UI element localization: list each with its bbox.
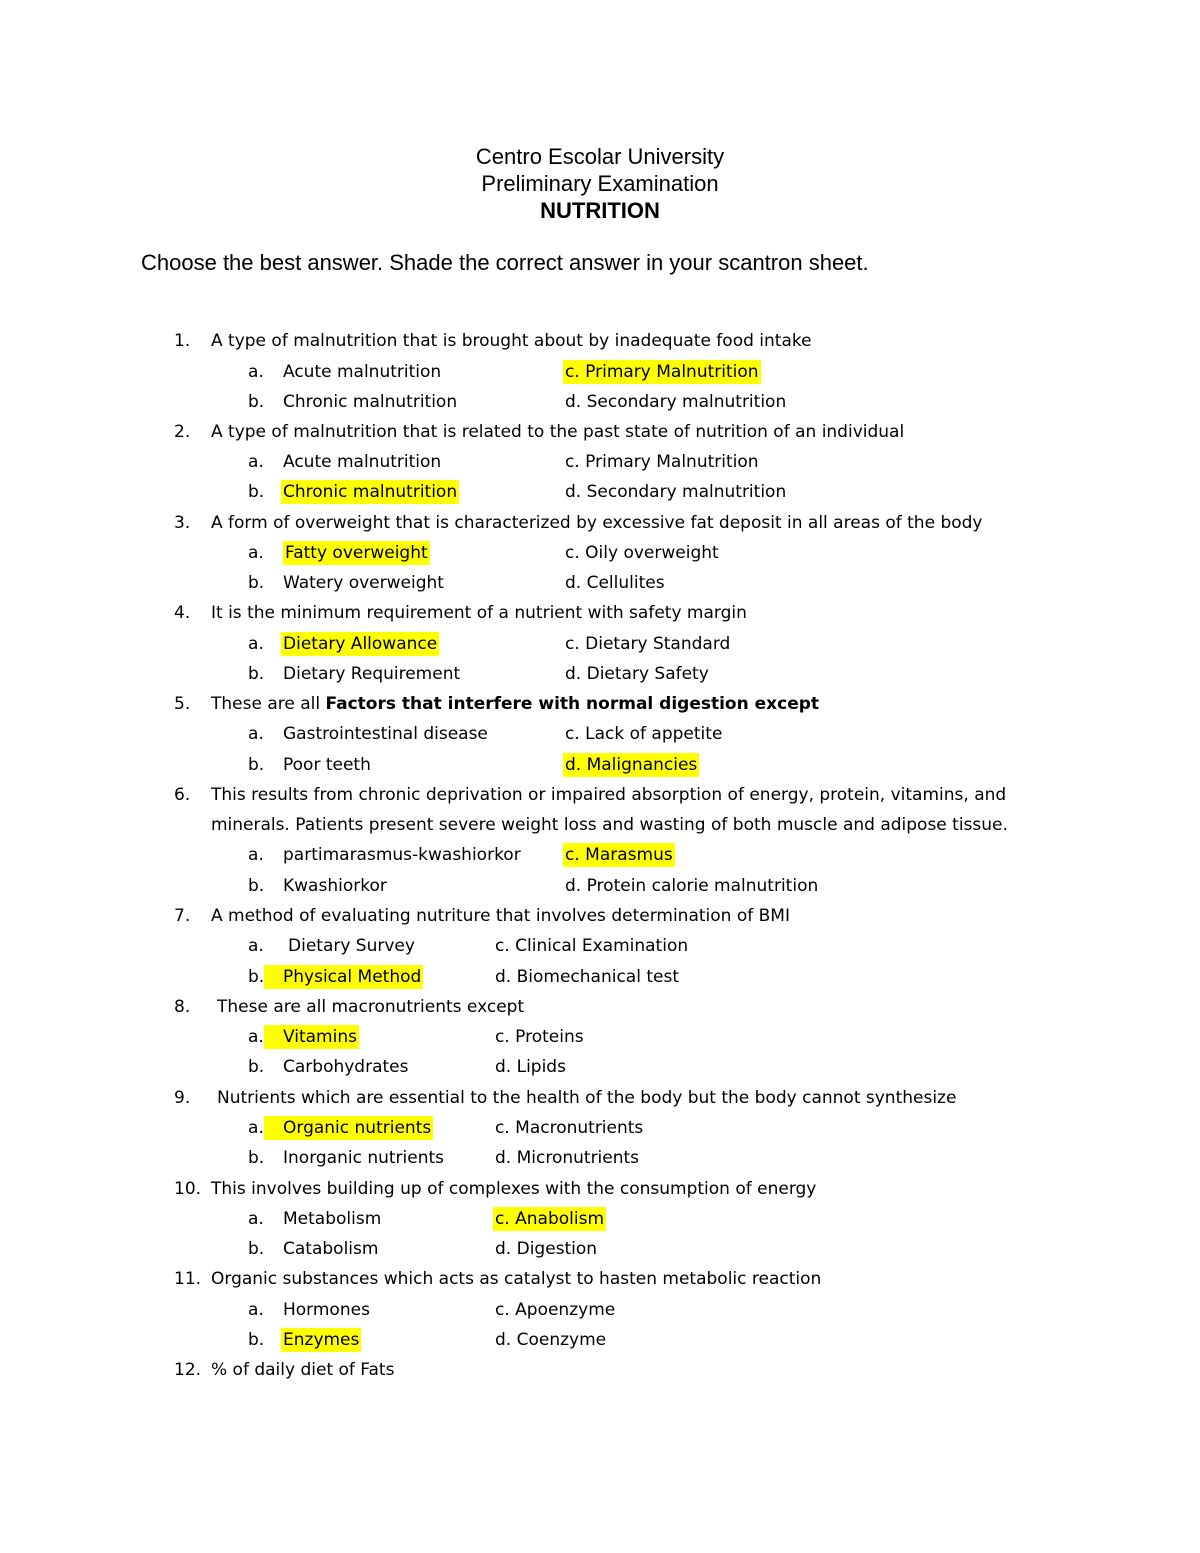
option-d: d. Biomechanical test (495, 967, 679, 987)
option-b: Catabolism (283, 1239, 379, 1259)
option-a: Hormones (283, 1300, 370, 1320)
option-b: Watery overweight (283, 573, 444, 593)
option-c: c. Proteins (495, 1027, 584, 1047)
option-d: d. Digestion (495, 1239, 598, 1259)
question-text: Organic substances which acts as catalyst to hasten metabolic reaction (211, 1269, 822, 1289)
option-letter: a. (248, 1118, 264, 1138)
option-a: Acute malnutrition (283, 362, 442, 382)
option-a: Metabolism (283, 1209, 382, 1229)
option-b: Carbohydrates (283, 1057, 409, 1077)
option-d: d. Protein calorie malnutrition (565, 876, 819, 896)
option-d: d. Cellulites (565, 573, 665, 593)
question-number: 1. (174, 331, 191, 351)
question-number: 12. (174, 1360, 202, 1380)
option-letter: a. (248, 845, 264, 865)
option-b: Chronic malnutrition (283, 392, 458, 412)
option-c-answer: c. Anabolism (495, 1209, 605, 1229)
option-d: d. Dietary Safety (565, 664, 709, 684)
question-number: 2. (174, 422, 191, 442)
question-number: 3. (174, 513, 191, 533)
question-number: 6. (174, 785, 191, 805)
option-b: Dietary Requirement (283, 664, 461, 684)
option-a-answer: Organic nutrients (264, 1116, 433, 1140)
option-letter: a. (248, 1300, 264, 1320)
option-letter: a. (248, 362, 264, 382)
question-text: This results from chronic deprivation or impaired absorption of energy, protein, vitamins, and (211, 785, 1007, 805)
option-d: d. Micronutrients (495, 1148, 640, 1168)
option-a-answer: Dietary Allowance (283, 634, 438, 654)
option-b-answer: Enzymes (283, 1330, 360, 1350)
option-a: Gastrointestinal disease (283, 724, 488, 744)
option-d: d. Coenzyme (495, 1330, 607, 1350)
option-a-answer: Fatty overweight (285, 543, 428, 563)
option-a: Dietary Survey (288, 936, 415, 956)
option-letter: a. (248, 936, 264, 956)
option-letter: b. (248, 1057, 265, 1077)
option-letter: a. (248, 452, 264, 472)
option-a-answer: Vitamins (264, 1025, 359, 1049)
option-c: c. Lack of appetite (565, 724, 723, 744)
question-number: 8. (174, 997, 191, 1017)
option-letter: a. (248, 724, 264, 744)
option-a: partimarasmus-kwashiorkor (283, 845, 521, 865)
option-d-answer: d. Malignancies (565, 755, 698, 775)
option-c: c. Macronutrients (495, 1118, 644, 1138)
question-text-bold: Factors that interfere with normal digestion except (325, 694, 820, 714)
option-letter: b. (248, 876, 265, 896)
option-b-answer: Physical Method (264, 965, 423, 989)
option-c: c. Apoenzyme (495, 1300, 616, 1320)
option-d: d. Secondary malnutrition (565, 482, 787, 502)
option-c: c. Dietary Standard (565, 634, 731, 654)
option-letter: a. (248, 634, 264, 654)
option-letter: b. (248, 1330, 265, 1350)
option-c-answer: c. Primary Malnutrition (565, 362, 759, 382)
exam-name: Preliminary Examination (481, 171, 719, 196)
option-letter: a. (248, 543, 264, 563)
option-a: Acute malnutrition (283, 452, 442, 472)
question-text: A type of malnutrition that is brought about by inadequate food intake (211, 331, 812, 351)
option-letter: b. (248, 967, 265, 987)
question-number: 7. (174, 906, 191, 926)
question-text: A method of evaluating nutriture that involves determination of BMI (211, 906, 790, 926)
question-text-plain: These are all (211, 694, 326, 714)
question-text: A form of overweight that is characterized by excessive fat deposit in all areas of the body (211, 513, 983, 533)
subject-title: NUTRITION (540, 198, 660, 223)
option-d: d. Secondary malnutrition (565, 392, 787, 412)
option-letter: b. (248, 664, 265, 684)
option-letter: a. (248, 1027, 264, 1047)
question-text: This involves building up of complexes with the consumption of energy (211, 1179, 817, 1199)
option-letter: b. (248, 392, 265, 412)
option-c: c. Oily overweight (565, 543, 719, 563)
option-letter: b. (248, 482, 265, 502)
question-text: These are all macronutrients except (217, 997, 525, 1017)
question-text: A type of malnutrition that is related to the past state of nutrition of an individual (211, 422, 905, 442)
option-letter: a. (248, 1209, 264, 1229)
question-text: It is the minimum requirement of a nutrient with safety margin (211, 603, 747, 623)
option-b-answer: Chronic malnutrition (283, 482, 458, 502)
question-number: 5. (174, 694, 191, 714)
question-text (211, 692, 819, 716)
option-letter: b. (248, 1148, 265, 1168)
option-letter: b. (248, 1239, 265, 1259)
option-letter: b. (248, 755, 265, 775)
question-number: 4. (174, 603, 191, 623)
instructions: Choose the best answer. Shade the correct answer in your scantron sheet. (141, 250, 869, 275)
option-b: Inorganic nutrients (283, 1148, 445, 1168)
question-number: 10. (174, 1179, 202, 1199)
option-letter: b. (248, 573, 265, 593)
question-number: 11. (174, 1269, 202, 1289)
option-c: c. Primary Malnutrition (565, 452, 759, 472)
option-b: Kwashiorkor (283, 876, 387, 896)
question-number: 9. (174, 1088, 191, 1108)
question-text: Nutrients which are essential to the health of the body but the body cannot synthesize (217, 1088, 957, 1108)
option-c-answer: c. Marasmus (565, 845, 673, 865)
question-text: % of daily diet of Fats (211, 1360, 395, 1380)
option-d: d. Lipids (495, 1057, 566, 1077)
question-text-continued: minerals. Patients present severe weight loss and wasting of both muscle and adipose tissue. (211, 815, 1008, 835)
option-c: c. Clinical Examination (495, 936, 689, 956)
option-b: Poor teeth (283, 755, 371, 775)
university-name: Centro Escolar University (475, 144, 725, 169)
